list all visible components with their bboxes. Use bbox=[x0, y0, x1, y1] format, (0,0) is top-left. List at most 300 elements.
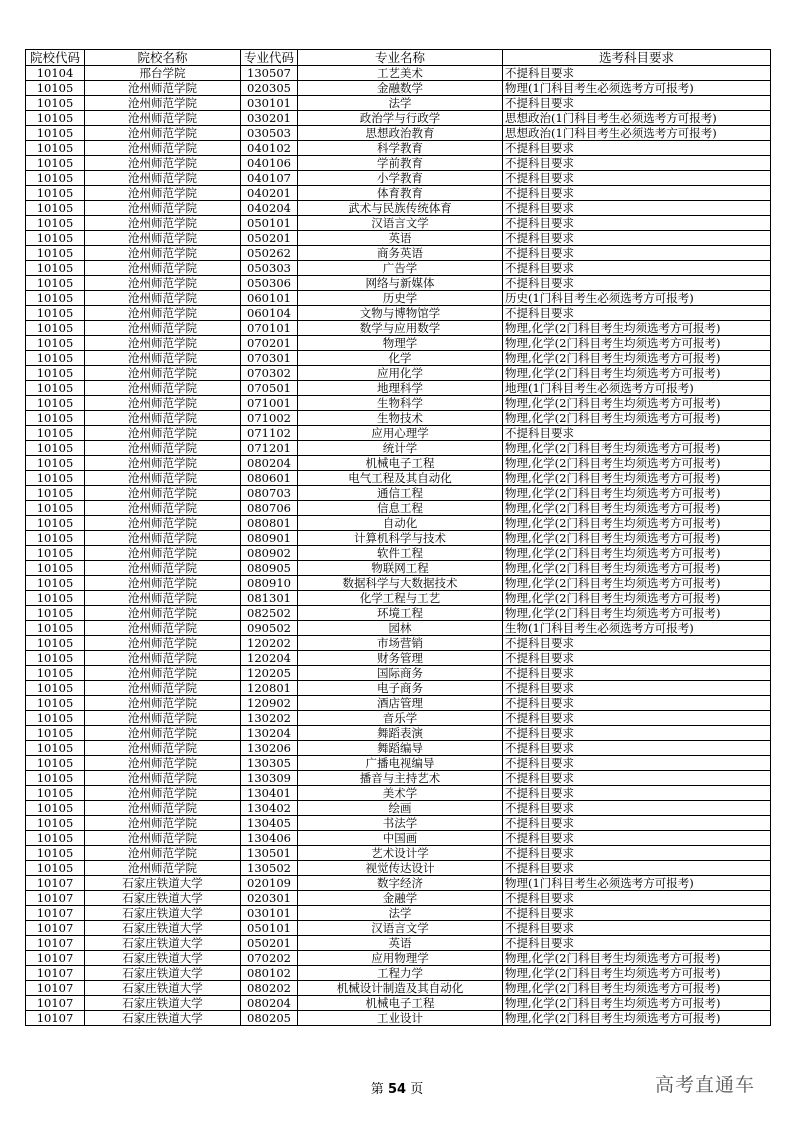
major-name-cell: 应用心理学 bbox=[298, 426, 503, 441]
major-name-cell: 机械电子工程 bbox=[298, 456, 503, 471]
major-name-cell: 电气工程及其自动化 bbox=[298, 471, 503, 486]
major-code-cell: 080205 bbox=[241, 1011, 298, 1026]
school-code-cell: 10105 bbox=[26, 576, 85, 591]
school-code-cell: 10107 bbox=[26, 966, 85, 981]
subject-requirement-cell: 不提科目要求 bbox=[503, 156, 771, 171]
major-name-cell: 数字经济 bbox=[298, 876, 503, 891]
table-row bbox=[26, 501, 771, 516]
school-code-cell: 10105 bbox=[26, 756, 85, 771]
major-name-cell: 商务英语 bbox=[298, 246, 503, 261]
subject-requirement-cell: 物理,化学(2门科目考生均须选考方可报考) bbox=[503, 471, 771, 486]
table-row bbox=[26, 891, 771, 906]
subject-requirement-cell: 物理,化学(2门科目考生均须选考方可报考) bbox=[503, 981, 771, 996]
subject-requirement-cell: 物理,化学(2门科目考生均须选考方可报考) bbox=[503, 396, 771, 411]
table-row bbox=[26, 156, 771, 171]
subject-requirement-cell: 物理,化学(2门科目考生均须选考方可报考) bbox=[503, 561, 771, 576]
major-name-cell: 英语 bbox=[298, 936, 503, 951]
major-code-cell: 080901 bbox=[241, 531, 298, 546]
major-code-cell: 050101 bbox=[241, 921, 298, 936]
table-row bbox=[26, 426, 771, 441]
major-code-cell: 070101 bbox=[241, 321, 298, 336]
subject-requirement-cell: 不提科目要求 bbox=[503, 66, 771, 81]
school-name-cell: 沧州师范学院 bbox=[85, 456, 241, 471]
subject-requirement-cell: 生物(1门科目考生必须选考方可报考) bbox=[503, 621, 771, 636]
table-row bbox=[26, 126, 771, 141]
school-name-cell: 沧州师范学院 bbox=[85, 561, 241, 576]
school-code-cell: 10107 bbox=[26, 951, 85, 966]
subject-requirement-cell: 不提科目要求 bbox=[503, 216, 771, 231]
school-code-cell: 10105 bbox=[26, 156, 85, 171]
subject-requirement-cell: 不提科目要求 bbox=[503, 696, 771, 711]
subject-requirement-cell: 不提科目要求 bbox=[503, 681, 771, 696]
school-code-cell: 10105 bbox=[26, 486, 85, 501]
school-name-cell: 沧州师范学院 bbox=[85, 501, 241, 516]
school-code-cell: 10105 bbox=[26, 546, 85, 561]
school-code-cell: 10107 bbox=[26, 876, 85, 891]
subject-requirement-cell: 不提科目要求 bbox=[503, 771, 771, 786]
school-name-cell: 沧州师范学院 bbox=[85, 816, 241, 831]
table-row bbox=[26, 606, 771, 621]
major-code-cell: 050101 bbox=[241, 216, 298, 231]
major-code-cell: 030201 bbox=[241, 111, 298, 126]
school-name-cell: 石家庄铁道大学 bbox=[85, 936, 241, 951]
major-code-cell: 080703 bbox=[241, 486, 298, 501]
school-code-cell: 10107 bbox=[26, 936, 85, 951]
major-name-cell: 书法学 bbox=[298, 816, 503, 831]
subject-requirement-cell: 不提科目要求 bbox=[503, 726, 771, 741]
table-row bbox=[26, 666, 771, 681]
subject-requirement-cell: 历史(1门科目考生必须选考方可报考) bbox=[503, 291, 771, 306]
subject-requirement-cell: 不提科目要求 bbox=[503, 231, 771, 246]
table-row bbox=[26, 876, 771, 891]
subject-requirement-cell: 不提科目要求 bbox=[503, 201, 771, 216]
school-code-cell: 10105 bbox=[26, 291, 85, 306]
subject-requirement-cell: 不提科目要求 bbox=[503, 261, 771, 276]
school-name-cell: 沧州师范学院 bbox=[85, 306, 241, 321]
school-code-cell: 10105 bbox=[26, 396, 85, 411]
school-code-cell: 10105 bbox=[26, 276, 85, 291]
major-code-cell: 040106 bbox=[241, 156, 298, 171]
subject-requirement-cell: 不提科目要求 bbox=[503, 801, 771, 816]
table-row bbox=[26, 921, 771, 936]
major-name-cell: 法学 bbox=[298, 96, 503, 111]
school-code-cell: 10105 bbox=[26, 81, 85, 96]
school-name-cell: 沧州师范学院 bbox=[85, 741, 241, 756]
school-code-cell: 10105 bbox=[26, 216, 85, 231]
school-name-cell: 沧州师范学院 bbox=[85, 336, 241, 351]
major-code-cell: 030101 bbox=[241, 96, 298, 111]
major-code-cell: 040201 bbox=[241, 186, 298, 201]
table-row bbox=[26, 561, 771, 576]
major-name-cell: 舞蹈表演 bbox=[298, 726, 503, 741]
subject-requirement-cell: 物理,化学(2门科目考生均须选考方可报考) bbox=[503, 531, 771, 546]
major-name-cell: 中国画 bbox=[298, 831, 503, 846]
school-name-cell: 沧州师范学院 bbox=[85, 381, 241, 396]
table-row bbox=[26, 831, 771, 846]
header-major-name: 专业名称 bbox=[298, 50, 503, 66]
major-code-cell: 080601 bbox=[241, 471, 298, 486]
major-code-cell: 080902 bbox=[241, 546, 298, 561]
major-code-cell: 120202 bbox=[241, 636, 298, 651]
major-name-cell: 应用化学 bbox=[298, 366, 503, 381]
school-name-cell: 沧州师范学院 bbox=[85, 471, 241, 486]
major-code-cell: 030503 bbox=[241, 126, 298, 141]
school-code-cell: 10105 bbox=[26, 336, 85, 351]
school-code-cell: 10105 bbox=[26, 426, 85, 441]
school-code-cell: 10105 bbox=[26, 786, 85, 801]
major-name-cell: 政治学与行政学 bbox=[298, 111, 503, 126]
school-name-cell: 沧州师范学院 bbox=[85, 801, 241, 816]
major-name-cell: 文物与博物馆学 bbox=[298, 306, 503, 321]
table-row bbox=[26, 636, 771, 651]
major-name-cell: 音乐学 bbox=[298, 711, 503, 726]
school-name-cell: 沧州师范学院 bbox=[85, 111, 241, 126]
school-code-cell: 10105 bbox=[26, 681, 85, 696]
major-code-cell: 080202 bbox=[241, 981, 298, 996]
table-row bbox=[26, 231, 771, 246]
major-name-cell: 计算机科学与技术 bbox=[298, 531, 503, 546]
school-code-cell: 10105 bbox=[26, 531, 85, 546]
school-name-cell: 沧州师范学院 bbox=[85, 846, 241, 861]
school-code-cell: 10105 bbox=[26, 561, 85, 576]
school-name-cell: 沧州师范学院 bbox=[85, 351, 241, 366]
school-code-cell: 10105 bbox=[26, 306, 85, 321]
header-school-code: 院校代码 bbox=[26, 50, 85, 66]
subject-requirement-cell: 物理,化学(2门科目考生均须选考方可报考) bbox=[503, 546, 771, 561]
major-code-cell: 050201 bbox=[241, 231, 298, 246]
major-name-cell: 环境工程 bbox=[298, 606, 503, 621]
major-name-cell: 统计学 bbox=[298, 441, 503, 456]
school-code-cell: 10105 bbox=[26, 231, 85, 246]
table-row bbox=[26, 321, 771, 336]
major-name-cell: 历史学 bbox=[298, 291, 503, 306]
table-row bbox=[26, 261, 771, 276]
major-code-cell: 120801 bbox=[241, 681, 298, 696]
header-major-code: 专业代码 bbox=[241, 50, 298, 66]
major-code-cell: 020109 bbox=[241, 876, 298, 891]
school-name-cell: 沧州师范学院 bbox=[85, 651, 241, 666]
major-code-cell: 071002 bbox=[241, 411, 298, 426]
subject-requirement-cell: 不提科目要求 bbox=[503, 711, 771, 726]
table-row bbox=[26, 201, 771, 216]
school-name-cell: 沧州师范学院 bbox=[85, 726, 241, 741]
school-name-cell: 沧州师范学院 bbox=[85, 171, 241, 186]
major-name-cell: 网络与新媒体 bbox=[298, 276, 503, 291]
school-code-cell: 10105 bbox=[26, 861, 85, 876]
major-code-cell: 130206 bbox=[241, 741, 298, 756]
major-code-cell: 040102 bbox=[241, 141, 298, 156]
school-code-cell: 10105 bbox=[26, 171, 85, 186]
school-name-cell: 沧州师范学院 bbox=[85, 231, 241, 246]
subject-requirement-cell: 物理,化学(2门科目考生均须选考方可报考) bbox=[503, 501, 771, 516]
table-row bbox=[26, 906, 771, 921]
table-row bbox=[26, 66, 771, 81]
major-name-cell: 思想政治教育 bbox=[298, 126, 503, 141]
table-row bbox=[26, 651, 771, 666]
school-name-cell: 石家庄铁道大学 bbox=[85, 981, 241, 996]
school-name-cell: 沧州师范学院 bbox=[85, 96, 241, 111]
school-code-cell: 10105 bbox=[26, 261, 85, 276]
major-code-cell: 030101 bbox=[241, 906, 298, 921]
table-row bbox=[26, 306, 771, 321]
school-name-cell: 沧州师范学院 bbox=[85, 636, 241, 651]
major-name-cell: 广告学 bbox=[298, 261, 503, 276]
school-name-cell: 沧州师范学院 bbox=[85, 546, 241, 561]
school-name-cell: 沧州师范学院 bbox=[85, 696, 241, 711]
subject-requirement-cell: 不提科目要求 bbox=[503, 96, 771, 111]
subject-requirement-cell: 不提科目要求 bbox=[503, 276, 771, 291]
table-header-row bbox=[26, 50, 771, 66]
major-name-cell: 科学教育 bbox=[298, 141, 503, 156]
major-name-cell: 国际商务 bbox=[298, 666, 503, 681]
school-code-cell: 10105 bbox=[26, 456, 85, 471]
major-code-cell: 020305 bbox=[241, 81, 298, 96]
major-code-cell: 130402 bbox=[241, 801, 298, 816]
school-name-cell: 石家庄铁道大学 bbox=[85, 951, 241, 966]
school-code-cell: 10105 bbox=[26, 471, 85, 486]
table-body bbox=[26, 66, 771, 1026]
subject-requirement-cell: 物理,化学(2门科目考生均须选考方可报考) bbox=[503, 351, 771, 366]
table-row bbox=[26, 936, 771, 951]
table-row bbox=[26, 186, 771, 201]
major-code-cell: 130502 bbox=[241, 861, 298, 876]
school-name-cell: 石家庄铁道大学 bbox=[85, 966, 241, 981]
school-code-cell: 10105 bbox=[26, 771, 85, 786]
major-name-cell: 学前教育 bbox=[298, 156, 503, 171]
school-code-cell: 10105 bbox=[26, 246, 85, 261]
major-code-cell: 130305 bbox=[241, 756, 298, 771]
school-name-cell: 沧州师范学院 bbox=[85, 591, 241, 606]
major-code-cell: 130204 bbox=[241, 726, 298, 741]
school-name-cell: 沧州师范学院 bbox=[85, 201, 241, 216]
brand-watermark: 高考直通车 bbox=[655, 1074, 756, 1096]
school-name-cell: 沧州师范学院 bbox=[85, 771, 241, 786]
subject-requirement-cell: 不提科目要求 bbox=[503, 141, 771, 156]
table-row bbox=[26, 291, 771, 306]
subject-requirement-cell: 不提科目要求 bbox=[503, 741, 771, 756]
table-row bbox=[26, 456, 771, 471]
table-row bbox=[26, 816, 771, 831]
school-name-cell: 沧州师范学院 bbox=[85, 291, 241, 306]
school-code-cell: 10105 bbox=[26, 651, 85, 666]
major-name-cell: 机械设计制造及其自动化 bbox=[298, 981, 503, 996]
subject-requirement-cell: 不提科目要求 bbox=[503, 756, 771, 771]
major-code-cell: 080102 bbox=[241, 966, 298, 981]
table-row bbox=[26, 996, 771, 1011]
major-code-cell: 070201 bbox=[241, 336, 298, 351]
table-row bbox=[26, 726, 771, 741]
major-name-cell: 艺术设计学 bbox=[298, 846, 503, 861]
table-row bbox=[26, 441, 771, 456]
major-name-cell: 美术学 bbox=[298, 786, 503, 801]
school-code-cell: 10105 bbox=[26, 441, 85, 456]
major-code-cell: 070302 bbox=[241, 366, 298, 381]
school-name-cell: 沧州师范学院 bbox=[85, 396, 241, 411]
major-name-cell: 软件工程 bbox=[298, 546, 503, 561]
school-name-cell: 沧州师范学院 bbox=[85, 861, 241, 876]
school-code-cell: 10105 bbox=[26, 411, 85, 426]
major-name-cell: 财务管理 bbox=[298, 651, 503, 666]
subject-requirement-cell: 不提科目要求 bbox=[503, 846, 771, 861]
school-name-cell: 沧州师范学院 bbox=[85, 186, 241, 201]
school-code-cell: 10107 bbox=[26, 1011, 85, 1026]
school-name-cell: 沧州师范学院 bbox=[85, 426, 241, 441]
subject-requirement-cell: 思想政治(1门科目考生必须选考方可报考) bbox=[503, 111, 771, 126]
major-code-cell: 040204 bbox=[241, 201, 298, 216]
major-code-cell: 060101 bbox=[241, 291, 298, 306]
major-name-cell: 工业设计 bbox=[298, 1011, 503, 1026]
major-code-cell: 050201 bbox=[241, 936, 298, 951]
major-name-cell: 酒店管理 bbox=[298, 696, 503, 711]
major-name-cell: 武术与民族传统体育 bbox=[298, 201, 503, 216]
school-code-cell: 10104 bbox=[26, 66, 85, 81]
major-code-cell: 070301 bbox=[241, 351, 298, 366]
major-name-cell: 电子商务 bbox=[298, 681, 503, 696]
major-name-cell: 信息工程 bbox=[298, 501, 503, 516]
table-row bbox=[26, 786, 771, 801]
subject-requirement-cell: 物理,化学(2门科目考生均须选考方可报考) bbox=[503, 591, 771, 606]
subject-requirement-cell: 不提科目要求 bbox=[503, 891, 771, 906]
table-row bbox=[26, 111, 771, 126]
major-code-cell: 130202 bbox=[241, 711, 298, 726]
table-row bbox=[26, 396, 771, 411]
school-code-cell: 10105 bbox=[26, 351, 85, 366]
subject-requirement-cell: 物理,化学(2门科目考生均须选考方可报考) bbox=[503, 366, 771, 381]
school-name-cell: 沧州师范学院 bbox=[85, 486, 241, 501]
subject-requirement-cell: 不提科目要求 bbox=[503, 246, 771, 261]
subject-requirements-table bbox=[25, 49, 771, 1026]
school-name-cell: 沧州师范学院 bbox=[85, 756, 241, 771]
subject-requirement-cell: 物理,化学(2门科目考生均须选考方可报考) bbox=[503, 336, 771, 351]
subject-requirement-cell: 不提科目要求 bbox=[503, 921, 771, 936]
major-name-cell: 通信工程 bbox=[298, 486, 503, 501]
school-code-cell: 10105 bbox=[26, 696, 85, 711]
table-row bbox=[26, 696, 771, 711]
subject-requirement-cell: 不提科目要求 bbox=[503, 306, 771, 321]
subject-requirement-cell: 不提科目要求 bbox=[503, 936, 771, 951]
page-prefix: 第 bbox=[370, 1082, 384, 1097]
subject-requirement-cell: 思想政治(1门科目考生必须选考方可报考) bbox=[503, 126, 771, 141]
major-code-cell: 120204 bbox=[241, 651, 298, 666]
major-name-cell: 体育教育 bbox=[298, 186, 503, 201]
table-row bbox=[26, 951, 771, 966]
subject-requirement-cell: 物理,化学(2门科目考生均须选考方可报考) bbox=[503, 321, 771, 336]
subject-requirement-cell: 物理,化学(2门科目考生均须选考方可报考) bbox=[503, 411, 771, 426]
major-code-cell: 120205 bbox=[241, 666, 298, 681]
table-row bbox=[26, 861, 771, 876]
major-name-cell: 生物技术 bbox=[298, 411, 503, 426]
subject-requirement-cell: 不提科目要求 bbox=[503, 786, 771, 801]
major-name-cell: 小学教育 bbox=[298, 171, 503, 186]
major-name-cell: 金融数学 bbox=[298, 81, 503, 96]
major-code-cell: 081301 bbox=[241, 591, 298, 606]
school-code-cell: 10105 bbox=[26, 831, 85, 846]
table-row bbox=[26, 486, 771, 501]
school-code-cell: 10105 bbox=[26, 201, 85, 216]
table-row bbox=[26, 141, 771, 156]
major-code-cell: 130406 bbox=[241, 831, 298, 846]
school-code-cell: 10105 bbox=[26, 111, 85, 126]
major-code-cell: 071201 bbox=[241, 441, 298, 456]
school-code-cell: 10105 bbox=[26, 591, 85, 606]
major-code-cell: 070501 bbox=[241, 381, 298, 396]
school-name-cell: 沧州师范学院 bbox=[85, 126, 241, 141]
table-row bbox=[26, 246, 771, 261]
subject-requirement-cell: 不提科目要求 bbox=[503, 906, 771, 921]
table-row bbox=[26, 981, 771, 996]
major-name-cell: 广播电视编导 bbox=[298, 756, 503, 771]
table-row bbox=[26, 351, 771, 366]
subject-requirement-cell: 物理,化学(2门科目考生均须选考方可报考) bbox=[503, 1011, 771, 1026]
table-row bbox=[26, 846, 771, 861]
major-name-cell: 舞蹈编导 bbox=[298, 741, 503, 756]
header-subject-requirement: 选考科目要求 bbox=[503, 50, 771, 66]
school-code-cell: 10105 bbox=[26, 801, 85, 816]
school-name-cell: 沧州师范学院 bbox=[85, 786, 241, 801]
school-name-cell: 沧州师范学院 bbox=[85, 681, 241, 696]
subject-requirement-cell: 不提科目要求 bbox=[503, 426, 771, 441]
major-name-cell: 英语 bbox=[298, 231, 503, 246]
school-name-cell: 沧州师范学院 bbox=[85, 441, 241, 456]
major-name-cell: 应用物理学 bbox=[298, 951, 503, 966]
school-code-cell: 10105 bbox=[26, 141, 85, 156]
school-name-cell: 沧州师范学院 bbox=[85, 216, 241, 231]
table-row bbox=[26, 741, 771, 756]
school-name-cell: 沧州师范学院 bbox=[85, 81, 241, 96]
major-name-cell: 物联网工程 bbox=[298, 561, 503, 576]
school-name-cell: 沧州师范学院 bbox=[85, 666, 241, 681]
major-name-cell: 视觉传达设计 bbox=[298, 861, 503, 876]
school-code-cell: 10105 bbox=[26, 621, 85, 636]
school-code-cell: 10105 bbox=[26, 366, 85, 381]
school-name-cell: 沧州师范学院 bbox=[85, 516, 241, 531]
school-name-cell: 沧州师范学院 bbox=[85, 321, 241, 336]
table-row bbox=[26, 771, 771, 786]
school-name-cell: 沧州师范学院 bbox=[85, 711, 241, 726]
school-code-cell: 10107 bbox=[26, 891, 85, 906]
school-name-cell: 沧州师范学院 bbox=[85, 531, 241, 546]
school-name-cell: 沧州师范学院 bbox=[85, 831, 241, 846]
major-code-cell: 130309 bbox=[241, 771, 298, 786]
major-name-cell: 化学工程与工艺 bbox=[298, 591, 503, 606]
school-name-cell: 沧州师范学院 bbox=[85, 261, 241, 276]
school-code-cell: 10105 bbox=[26, 666, 85, 681]
school-name-cell: 沧州师范学院 bbox=[85, 141, 241, 156]
major-code-cell: 040107 bbox=[241, 171, 298, 186]
major-name-cell: 汉语言文学 bbox=[298, 216, 503, 231]
school-code-cell: 10107 bbox=[26, 906, 85, 921]
school-name-cell: 石家庄铁道大学 bbox=[85, 996, 241, 1011]
table-row bbox=[26, 756, 771, 771]
subject-requirement-cell: 物理(1门科目考生必须选考方可报考) bbox=[503, 81, 771, 96]
subject-requirement-cell: 物理(1门科目考生必须选考方可报考) bbox=[503, 876, 771, 891]
table-row bbox=[26, 471, 771, 486]
subject-requirement-cell: 物理,化学(2门科目考生均须选考方可报考) bbox=[503, 576, 771, 591]
table-row bbox=[26, 81, 771, 96]
school-code-cell: 10105 bbox=[26, 726, 85, 741]
major-name-cell: 绘画 bbox=[298, 801, 503, 816]
school-name-cell: 石家庄铁道大学 bbox=[85, 921, 241, 936]
school-name-cell: 邢台学院 bbox=[85, 66, 241, 81]
table-row bbox=[26, 411, 771, 426]
table-row bbox=[26, 171, 771, 186]
major-code-cell: 071102 bbox=[241, 426, 298, 441]
subject-requirement-cell: 不提科目要求 bbox=[503, 816, 771, 831]
major-name-cell: 机械电子工程 bbox=[298, 996, 503, 1011]
subject-requirement-cell: 物理,化学(2门科目考生均须选考方可报考) bbox=[503, 966, 771, 981]
table-row bbox=[26, 576, 771, 591]
school-code-cell: 10107 bbox=[26, 981, 85, 996]
